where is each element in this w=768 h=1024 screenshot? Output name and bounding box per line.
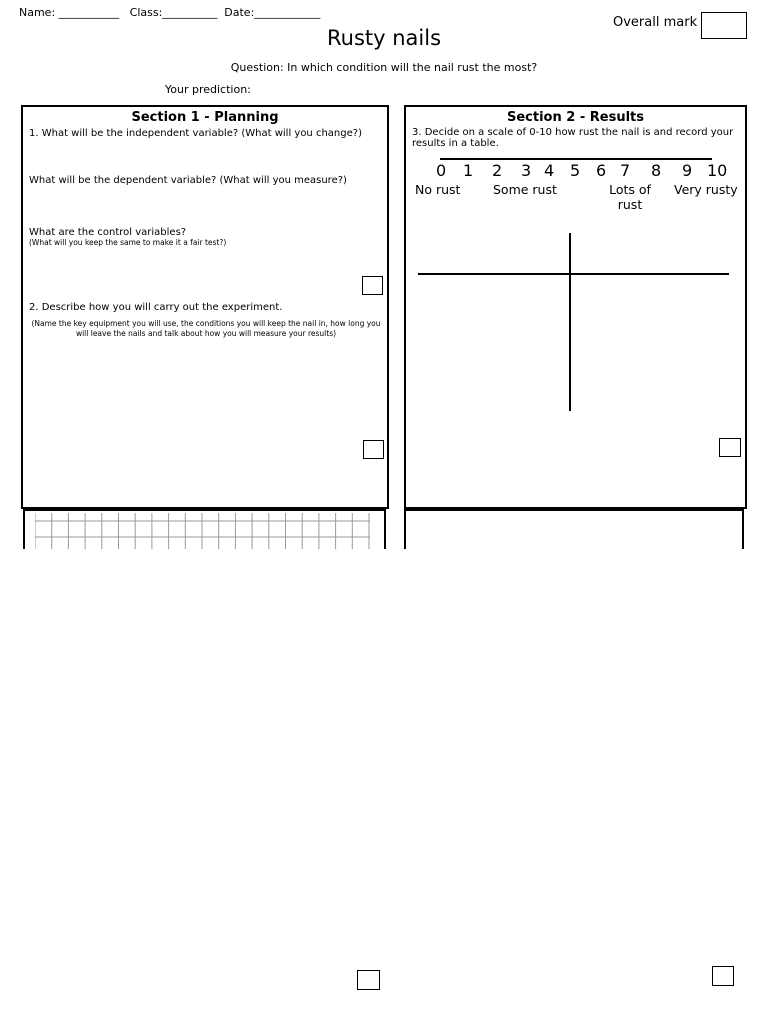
conclusion-panel — [404, 509, 744, 549]
graph-grid[interactable] — [35, 513, 375, 549]
section-results-title: Section 2 - Results — [507, 110, 644, 125]
planning-mark-box-2[interactable] — [363, 440, 384, 459]
prediction-label: Your prediction: — [165, 83, 251, 96]
question-text: Question: In which condition will the nail rust the most? — [230, 61, 538, 74]
scale-number: 9 — [682, 161, 693, 180]
section-results-panel — [404, 105, 747, 509]
scale-number: 1 — [463, 161, 474, 180]
scale-number: 2 — [492, 161, 503, 180]
scale-number: 0 — [436, 161, 447, 180]
scale-label-lots-of-rust: Lots of rust — [609, 182, 651, 212]
scale-number: 6 — [596, 161, 607, 180]
independent-variable-question: 1. What will be the independent variable? (What will you change?) — [29, 128, 362, 139]
scale-number: 7 — [620, 161, 631, 180]
overall-mark-label: Overall mark — [613, 15, 698, 30]
scale-number: 8 — [651, 161, 662, 180]
experiment-method-hint: (Name the key equipment you will use, the conditions you will keep the nail in, how long you will leave the nails and talk about how you will measure your results) — [31, 319, 381, 338]
experiment-method-question: 2. Describe how you will carry out the experiment. — [29, 302, 283, 313]
section-planning-title: Section 1 - Planning — [131, 110, 279, 125]
bottom-mark-box-2[interactable] — [712, 966, 734, 986]
student-info-line: Name: ___________ Class:__________ Date:____________ — [19, 6, 321, 19]
results-table-horizontal-line — [418, 273, 729, 275]
graph-grid-panel — [23, 509, 386, 549]
page-title: Rusty nails — [326, 26, 442, 50]
scale-number: 10 — [707, 161, 728, 180]
results-mark-box[interactable] — [719, 438, 741, 457]
planning-mark-box-1[interactable] — [362, 276, 383, 295]
scale-number: 5 — [570, 161, 581, 180]
control-variables-question: What are the control variables? — [29, 227, 187, 238]
results-table-vertical-line — [569, 233, 571, 411]
dependent-variable-question: What will be the dependent variable? (What will you measure?) — [29, 175, 347, 186]
scale-label-some-rust: Some rust — [493, 182, 557, 197]
bottom-mark-box-1[interactable] — [357, 970, 380, 990]
scale-label-very-rusty: Very rusty — [674, 182, 738, 197]
scale-number: 3 — [521, 161, 532, 180]
section-planning-panel — [21, 105, 389, 509]
rust-scale-line — [440, 158, 712, 160]
results-instruction: 3. Decide on a scale of 0-10 how rust the nail is and record your results in a table. — [412, 127, 734, 149]
scale-number: 4 — [544, 161, 555, 180]
control-variables-hint: (What will you keep the same to make it a fair test?) — [29, 238, 227, 247]
scale-label-no-rust: No rust — [415, 182, 461, 197]
